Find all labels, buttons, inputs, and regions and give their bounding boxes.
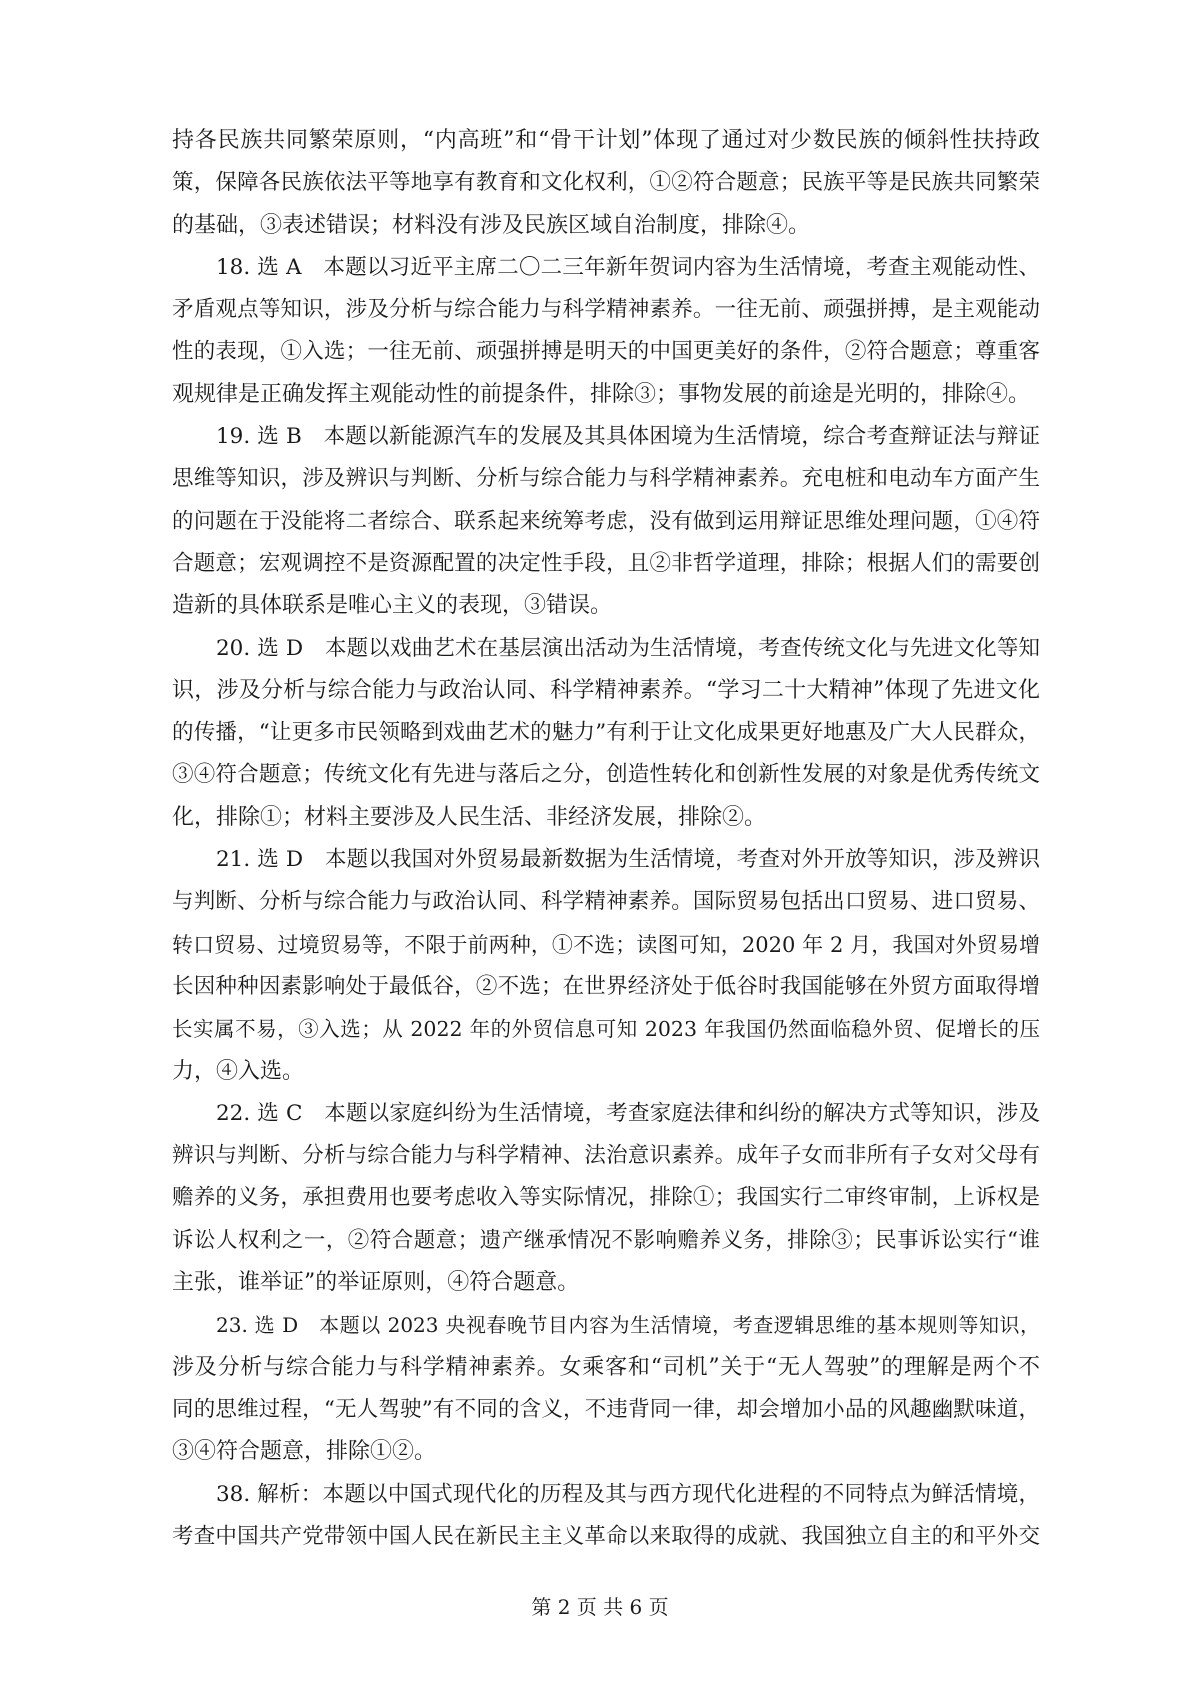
text-line: 主张，谁举证”的举证原则，④符合题意。 [172,1270,580,1296]
text-line: 转口贸易、过境贸易等，不限于前两种，①不选；读图可知，2020 年 2 月，我国对外贸易增 [172,932,1040,957]
question-20-answer: 20. 选 D 本题以戏曲艺术在基层演出活动为生活情境，考查传统文化与先进文化等知 [216,635,1040,661]
text-line: 思维等知识，涉及辨识与判断、分析与综合能力与科学精神素养。充电桩和电动车方面产生 [172,466,1040,492]
text-line: 策，保障各民族依法平等地享有教育和文化权利，①②符合题意；民族平等是民族共同繁荣 [172,170,1040,196]
page-footer [0,1594,1200,1620]
text-line: 力，④入选。 [172,1058,305,1084]
text-line: 矛盾观点等知识，涉及分析与综合能力与科学精神素养。一往无前、顽强拼搏，是主观能动 [172,297,1040,323]
text-line: 同的思维过程，“无人驾驶”有不同的含义，不违背同一律，却会增加小品的风趣幽默味道， [172,1396,1040,1422]
text-line: ③④符合题意，排除①②。 [172,1439,437,1465]
question-21-answer: 21. 选 D 本题以我国对外贸易最新数据为生活情境，考查对外开放等知识，涉及辨识 [216,847,1040,873]
text-line: 涉及分析与综合能力与科学精神素养。女乘客和“司机”关于“无人驾驶”的理解是两个不 [172,1354,1040,1380]
text-line: 化，排除①；材料主要涉及人民生活、非经济发展，排除②。 [172,804,767,830]
text-line: 性的表现，①入选；一往无前、顽强拼搏是明天的中国更美好的条件，②符合题意；尊重客 [172,339,1040,365]
text-line: 诉讼人权利之一，②符合题意；遗产继承情况不影响赡养义务，排除③；民事诉讼实行“谁 [172,1227,1040,1253]
text-line: 的传播，“让更多市民领略到戏曲艺术的魅力”有利于让文化成果更好地惠及广大人民群众， [172,720,1040,746]
question-23-answer: 23. 选 D 本题以 2023 央视春晚节目内容为生活情境，考查逻辑思维的基本规则等知识， [216,1313,1040,1338]
text-line: 长因种种因素影响处于最低谷，②不选；在世界经济处于低谷时我国能够在外贸方面取得增 [172,973,1040,999]
text-line: 辨识与判断、分析与综合能力与科学精神、法治意识素养。成年子女而非所有子女对父母有 [172,1143,1040,1169]
text-line: 的问题在于没能将二者综合、联系起来统筹考虑，没有做到运用辩证思维处理问题，①④符 [172,508,1040,534]
question-19-answer: 19. 选 B 本题以新能源汽车的发展及其具体困境为生活情境，综合考查辩证法与辩证 [216,424,1040,450]
answer-text-body [172,120,1040,1558]
text-line: 考查中国共产党带领中国人民在新民主主义革命以来取得的成就、我国独立自主的和平外交 [172,1523,1040,1549]
text-line: 合题意；宏观调控不是资源配置的决定性手段，且②非哲学道理，排除；根据人们的需要创 [172,550,1040,576]
question-38-analysis: 38. 解析：本题以中国式现代化的历程及其与西方现代化进程的不同特点为鲜活情境， [216,1481,1040,1507]
question-18-answer: 18. 选 A 本题以习近平主席二〇二三年新年贺词内容为生活情境，考查主观能动性、 [216,254,1040,280]
text-line: 长实属不易，③入选；从 2022 年的外贸信息可知 2023 年我国仍然面临稳外贸、促增长的压 [172,1017,1040,1042]
page-number: 第 2 页 共 6 页 [531,1595,669,1619]
question-22-answer: 22. 选 C 本题以家庭纠纷为生活情境，考查家庭法律和纠纷的解决方式等知识，涉及 [216,1100,1040,1126]
text-line: 赡养的义务，承担费用也要考虑收入等实际情况，排除①；我国实行二审终审制，上诉权是 [172,1185,1040,1211]
text-line: 持各民族共同繁荣原则，“内高班”和“骨干计划”体现了通过对少数民族的倾斜性扶持政 [172,128,1040,153]
text-line: 的基础，③表述错误；材料没有涉及民族区域自治制度，排除④。 [172,212,811,238]
text-line: 造新的具体联系是唯心主义的表现，③错误。 [172,593,613,619]
text-line: 识，涉及分析与综合能力与政治认同、科学精神素养。“学习二十大精神”体现了先进文化 [172,677,1040,703]
text-line: ③④符合题意；传统文化有先进与落后之分，创造性转化和创新性发展的对象是优秀传统文 [172,762,1040,788]
text-line: 观规律是正确发挥主观能动性的前提条件，排除③；事物发展的前途是光明的，排除④。 [172,381,1031,407]
text-line: 与判断、分析与综合能力与政治认同、科学精神素养。国际贸易包括出口贸易、进口贸易、 [172,889,1040,915]
